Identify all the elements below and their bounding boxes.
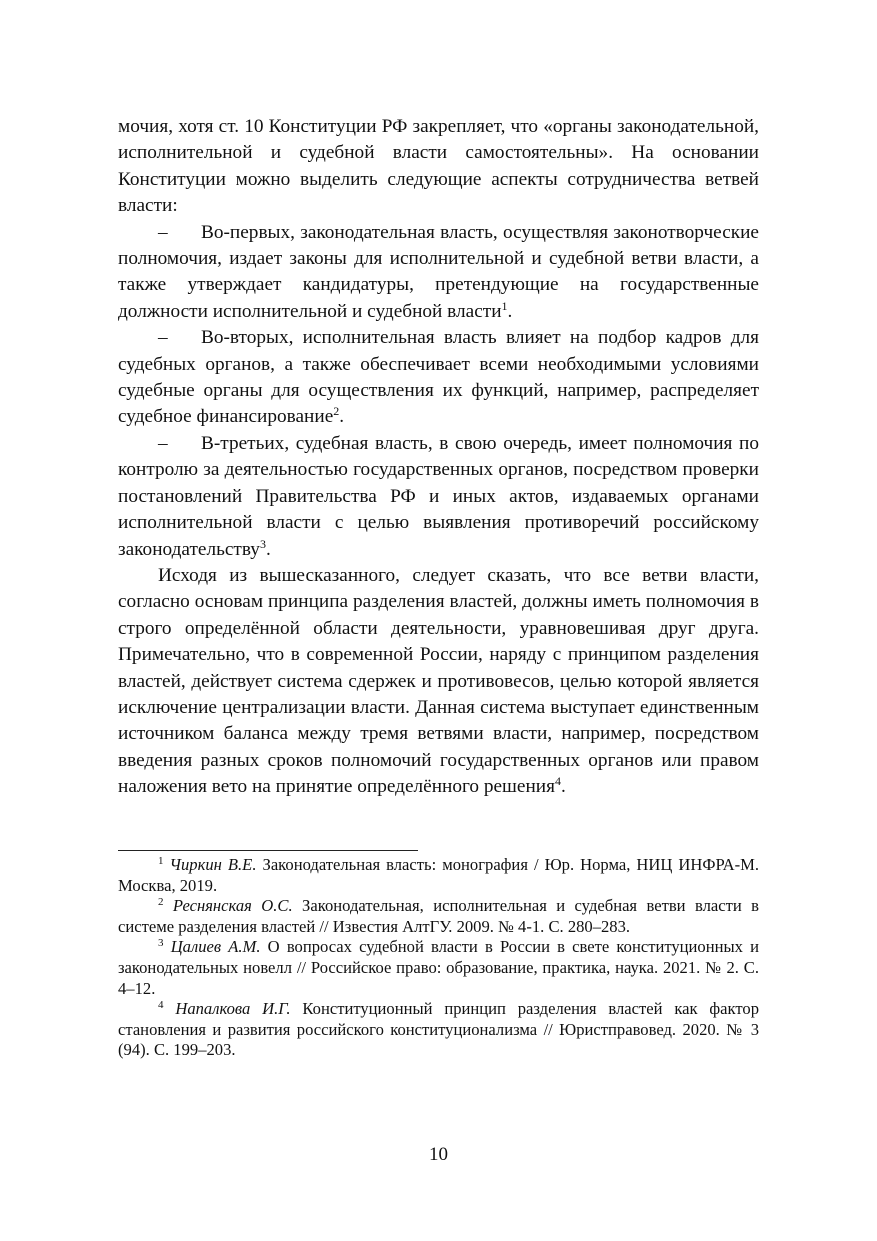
- period: .: [560, 776, 566, 798]
- footnote-3: [118, 937, 759, 999]
- list-item-second: [118, 325, 759, 431]
- footnote-separator: [118, 850, 418, 851]
- main-text: [118, 114, 759, 801]
- footnote-text: О вопросах судебной власти в России в свете конституционных и законодательных новелл // Российское право: образование, практика, наука. 2021. № 2. С. 4–12.: [118, 937, 759, 998]
- footnote-text: Законодательная власть: монография / Юр. Норма, НИЦ ИНФРА-М. Москва, 2019.: [118, 855, 759, 895]
- list-dash: –: [158, 432, 168, 454]
- paragraph-text: Исходя из вышесказанного, следует сказать, что все ветви власти, согласно основам принципа разделения властей, должны иметь полномочия в строго определённой области деятельности, уравновешивая друг друга. Примечательно, что в современной России, наряду с принципом разделения властей, действует система сдержек и противовесов, целью которой является исключение централизации власти. Данная система выступает единственным источником баланса между тремя ветвями власти, например, посредством введения разных сроков полномочий государственных органов или правом наложения вето на принятие определённого решения: [118, 564, 759, 798]
- paragraph-intro: мочия, хотя ст. 10 Конституции РФ закрепляет, что «органы законодательной, исполнительной и судебной власти самостоятельны». На основании Конституции можно выделить следующие аспекты сотрудничества ветвей власти:: [118, 116, 759, 217]
- list-dash: –: [158, 327, 168, 349]
- footnote-ref[interactable]: 3: [259, 536, 266, 551]
- period: .: [507, 300, 513, 322]
- footnote-ref[interactable]: 4: [554, 774, 561, 789]
- footnote-author: Цалиев А.М.: [170, 937, 261, 957]
- list-item-text: Во-первых, законодательная власть, осуществляя законотворческие полномочия, издает законы для исполнительной и судебной ветви власти, а также утверждает кандидатуры, претендующие на государственные должности исполнительной и судебной власти: [118, 221, 759, 322]
- list-item-text: Во-вторых, исполнительная власть влияет на подбор кадров для судебных органов, а также обеспечивает всеми необходимыми условиями судебные органы для осуществления их функций, например, распределяет судебное финансирование: [118, 327, 759, 428]
- paragraph-conclusion: [118, 563, 759, 801]
- footnote-2: [118, 896, 759, 937]
- list-item-third: [118, 431, 759, 563]
- list-dash: –: [158, 221, 168, 243]
- footnote-4: [118, 999, 759, 1061]
- page-number: 10: [429, 1144, 448, 1165]
- period: .: [339, 406, 345, 428]
- period: .: [265, 538, 271, 560]
- footnote-author: Напалкова И.Г.: [175, 999, 291, 1019]
- footnote-text: Законодательная, исполнительная и судебная ветви власти в системе разделения властей // Известия АлтГУ. 2009. № 4-1. С. 280–283.: [118, 896, 759, 936]
- list-item-first: [118, 220, 759, 326]
- footnote-1: [118, 855, 759, 896]
- footnote-number: 2: [158, 896, 164, 909]
- list-item-text: В-третьих, судебная власть, в свою очередь, имеет полномочия по контролю за деятельностью государственных органов, посредством проверки постановлений Правительства РФ и иных актов, издаваемых органами исполнительной власти с целью выявления противоречий российскому законодательству: [118, 432, 759, 560]
- footnote-author: Реснянская О.С.: [172, 896, 293, 916]
- footnote-text: Конституционный принцип разделения властей как фактор становления и развития российского конституционализма // Юристправовед. 2020. № 3 (94). С. 199–203.: [118, 999, 759, 1060]
- footnote-ref[interactable]: 1: [501, 298, 508, 313]
- footnote-number: 3: [158, 937, 164, 950]
- footnote-ref[interactable]: 2: [333, 404, 340, 419]
- footnote-number: 4: [158, 999, 164, 1012]
- footnotes: [118, 855, 759, 1061]
- footnote-author: Чиркин В.Е.: [169, 855, 257, 874]
- footnote-number: 1: [158, 855, 164, 867]
